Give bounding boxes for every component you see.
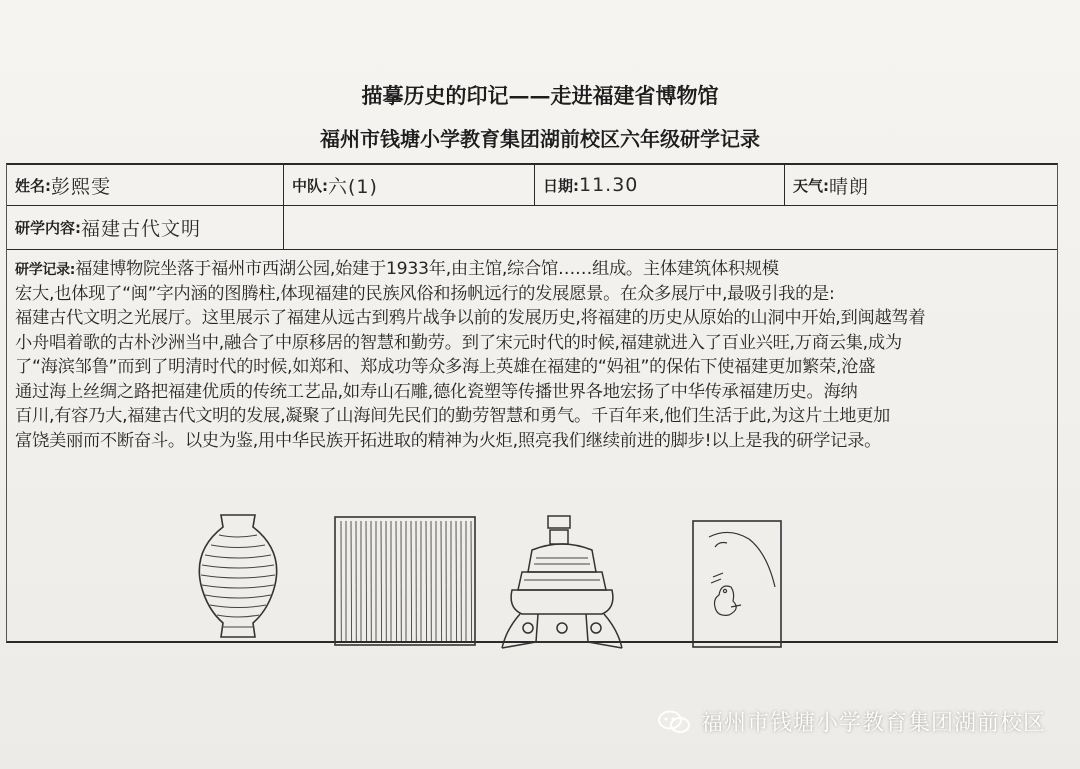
record-line: 小舟唱着歌的古朴沙洲当中,融合了中原移居的智慧和勤劳。到了宋元时代的时候,福建就进入了百业兴旺,万商云集,成为 <box>15 332 902 353</box>
content-cell <box>7 205 284 249</box>
worksheet-subtitle: 福州市钱塘小学教育集团湖前校区六年级研学记录 <box>320 127 760 151</box>
bamboo-slips-drawing <box>331 513 481 653</box>
name-value: 彭熙雯 <box>51 175 112 198</box>
record-line: 百川,有容乃大,福建古代文明的发展,凝聚了山海间先民们的勤劳智慧和勇气。千百年来,他们生活于此,为这片土地更加 <box>15 406 891 426</box>
bronze-vessel-drawing <box>492 510 632 660</box>
info-row <box>7 165 1057 206</box>
record-line: 福建古代文明之光展厅。这里展示了福建从远古到鸦片战争以前的发展历史,将福建的历史从原始的山洞中开始,到闽越驾着 <box>15 308 926 328</box>
record-body <box>15 257 1055 517</box>
record-line: 研学记录:福建博物院坐落于福州市西湖公园,始建于1933年,由主馆,综合馆……组成。主体建筑体积规模 <box>15 259 779 279</box>
content-blank-cell <box>284 205 1057 249</box>
vase-drawing <box>183 505 293 645</box>
squad-cell <box>284 165 535 205</box>
content-value: 福建古代文明 <box>81 217 202 240</box>
record-line: 宏大,也体现了“闽”字内涵的图腾柱,体现福建的民族风俗和扬帆远行的发展愿景。在众多展厅中,最吸引我的是: <box>15 283 835 304</box>
date-label: 日期: <box>543 176 579 195</box>
content-label: 研学内容: <box>15 218 81 237</box>
weather-label: 天气: <box>793 176 829 195</box>
record-label: 研学记录: <box>15 262 76 278</box>
worksheet-title: 描摹历史的印记——走进福建省博物馆 <box>361 83 719 108</box>
date-value: 11.30 <box>579 174 639 196</box>
watermark <box>657 706 1046 737</box>
weather-cell <box>785 165 1057 205</box>
record-line: 了“海滨邹鲁”而到了明清时代的时候,如郑和、郑成功等众多海上英雄在福建的“妈祖”的保佑下使福建更加繁荣,沧盛 <box>15 357 876 377</box>
squad-label: 中队: <box>292 176 328 195</box>
name-cell <box>7 165 284 205</box>
date-cell <box>535 165 785 205</box>
squad-value: 六(1) <box>328 175 378 198</box>
weather-value: 晴朗 <box>829 175 870 198</box>
record-form <box>6 163 1058 643</box>
watermark-text: 福州市钱塘小学教育集团湖前校区 <box>700 711 1046 736</box>
record-line: 富饶美丽而不断奋斗。以史为鉴,用中华民族开拓进取的精神为火炬,照亮我们继续前进的脚步!以上是我的研学记录。 <box>15 430 882 451</box>
record-line: 通过海上丝绸之路把福建优质的传统工艺品,如寿山石雕,德化瓷塑等传播世界各地宏扬了中华传承福建历史。海纳 <box>15 381 858 402</box>
bird-painting-drawing <box>689 517 789 653</box>
wechat-icon <box>657 710 691 734</box>
content-row <box>7 205 1057 250</box>
name-label: 姓名: <box>15 176 51 195</box>
